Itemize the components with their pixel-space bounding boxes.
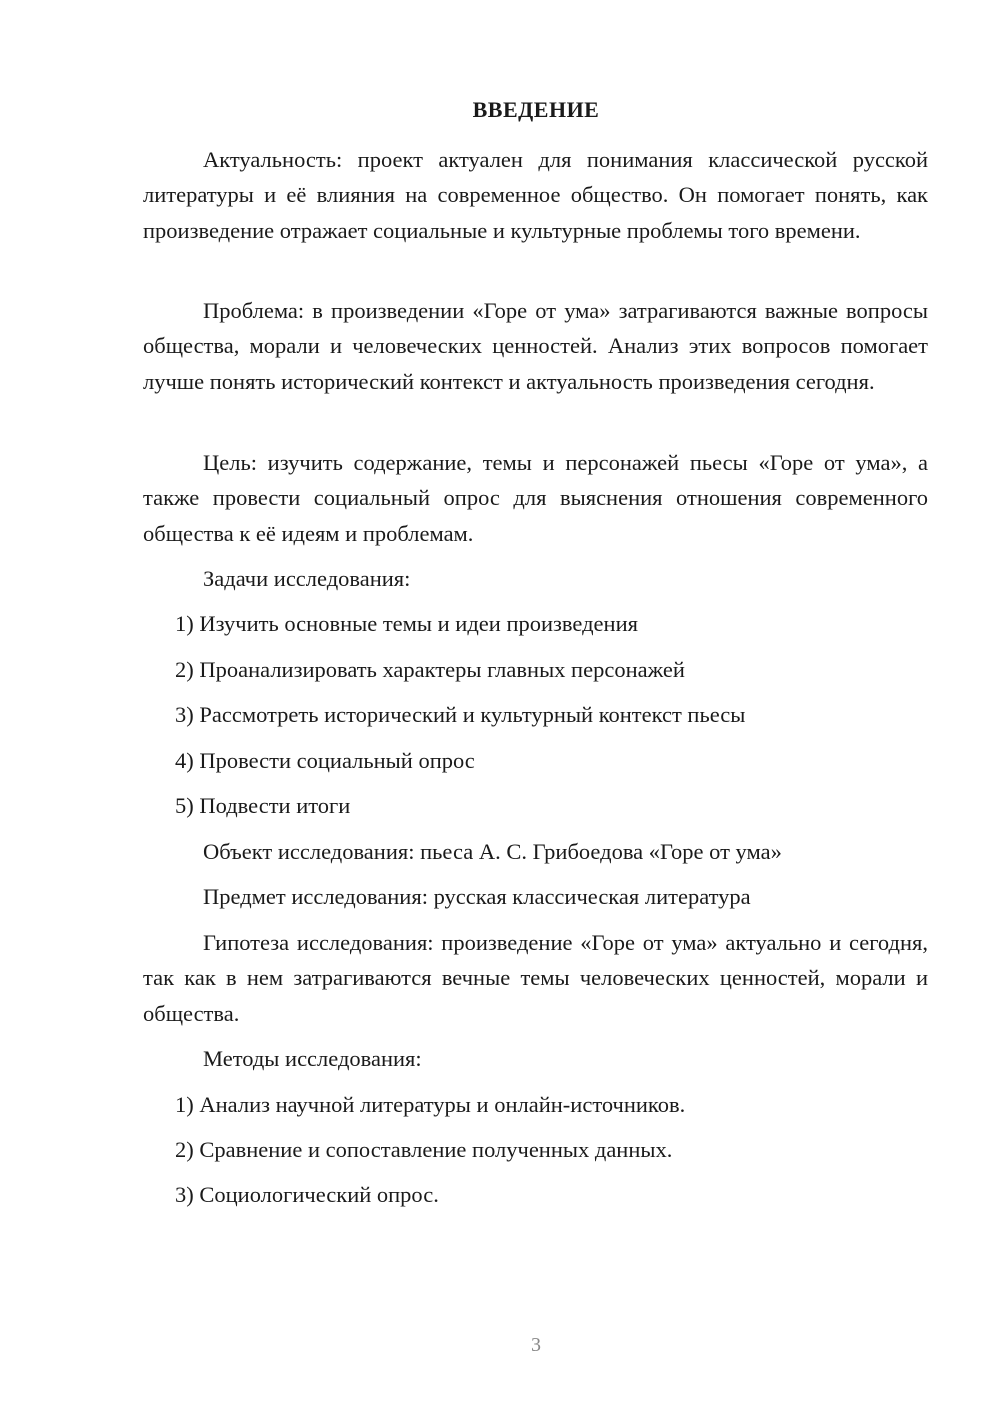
task-item: 5) Подвести итоги — [175, 793, 351, 818]
task-item: 1) Изучить основные темы и идеи произведения — [175, 611, 638, 636]
method-item: 3) Социологический опрос. — [175, 1182, 439, 1207]
paragraph-relevance: Актуальность: проект актуален для понимания классической русской литературы и её влияния на современное общество. Он помогает понять, как произведение отражает социальные и культурные проблемы того времени. — [143, 147, 928, 243]
task-item: 2) Проанализировать характеры главных персонажей — [175, 657, 685, 682]
research-subject: Предмет исследования: русская классическая литература — [203, 884, 751, 909]
research-object: Объект исследования: пьеса А. С. Грибоедова «Горе от ума» — [203, 839, 782, 864]
paragraph-goal: Цель: изучить содержание, темы и персонажей пьесы «Горе от ума», а также провести социальный опрос для выяснения отношения современного общества к её идеям и проблемам. — [143, 450, 928, 546]
methods-heading: Методы исследования: — [203, 1046, 422, 1071]
paragraph-problem: Проблема: в произведении «Горе от ума» затрагиваются важные вопросы общества, морали и человеческих ценностей. Анализ этих вопросов помогает лучше понять исторический контекст и актуальность произведения сегодня. — [143, 298, 928, 394]
task-item: 3) Рассмотреть исторический и культурный контекст пьесы — [175, 702, 746, 727]
method-item: 2) Сравнение и сопоставление полученных данных. — [175, 1137, 673, 1162]
page-number: 3 — [531, 1334, 541, 1356]
paragraph-hypothesis: Гипотеза исследования: произведение «Горе от ума» актуально и сегодня, так как в нем затрагиваются вечные темы человеческих ценностей, морали и общества. — [143, 930, 928, 1026]
task-item: 4) Провести социальный опрос — [175, 748, 475, 773]
page-title: ВВЕДЕНИЕ — [472, 97, 600, 122]
method-item: 1) Анализ научной литературы и онлайн-источников. — [175, 1092, 686, 1117]
tasks-heading: Задачи исследования: — [203, 566, 411, 591]
